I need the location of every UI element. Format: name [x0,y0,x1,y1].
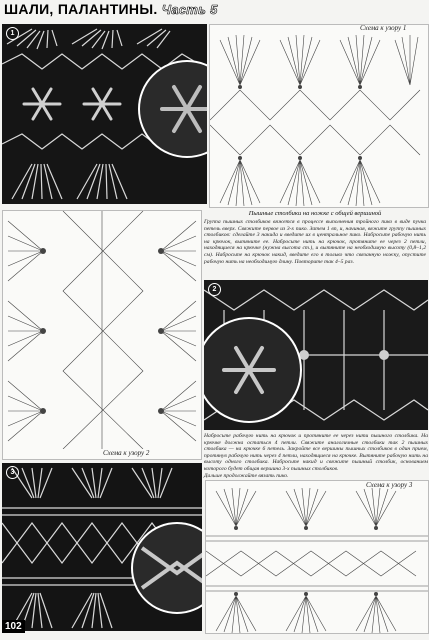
text-block-1-title: Пышные столбики на ножке с общей вершиной [248,210,382,217]
pattern-1-scheme-label: Схема к узору 1 [360,24,407,32]
pattern-2-scheme [2,210,202,460]
pattern-2-photo-art [204,280,428,430]
text-block-2-closing: Дальше продолжайте вязать пико. [204,472,289,479]
pattern-2-photo [204,280,428,430]
pattern-3-scheme-label: Схема к узору 3 [366,481,413,489]
pattern-1-photo [2,24,207,204]
page-title [4,1,218,17]
pattern-1-scheme-diagram [210,25,428,207]
pattern-2-number: 2 [208,283,221,296]
title-text: ШАЛИ, ПАЛАНТИНЫ. [4,1,158,17]
page-number: 102 [2,620,25,633]
text-block-2-body: Наброcьте рабочую нить на крючок и протяните ее через нити пышного столбика. На крючке должна остаться 4 петли. Свяжите аналогичные столбики так 2 пышных столбика — на крючке 6 петель. Закройте все вершины пышных столбиков в один прием, протянув рабочую нить через 4 петли, находящиеся на крючке. Вытяните рабочую нить на высоту одного столбика. Наброcьте накид и свяжите пышный столбик, основанием которого будет общая вершина 3-х пышных столбиков. [204,433,428,472]
pattern-3-photo-art [2,463,202,631]
title-part: Часть 5 [161,2,218,17]
pattern-3-scheme [205,480,429,634]
pattern-3-number: 3 [6,466,19,479]
pattern-1-number: 1 [6,27,19,40]
pattern-3-photo [2,463,202,631]
pattern-3-scheme-diagram [206,481,428,633]
text-block-1 [204,210,426,280]
page-header [0,0,429,18]
pattern-1-photo-art [2,24,207,204]
text-block-2 [204,433,428,479]
pattern-1-scheme [209,24,429,208]
pattern-2-scheme-label: Схема к узору 2 [103,449,150,457]
text-block-1-body: Группа пышных столбиков вяжется в процессе выполнения тройного пико в виде пучка петель вверх. Свяжите первое из 3-х пико. Затем 1 вп, и, начиная, вяжите группу пышных столбиков: сделайте 3 накида и введите их в центральное пико. Наброcьте рабочую нить на крючок, вытяните ее. Наброcьте нить на крючок, протяните ее через 2 петли, находящиеся на крючке (нужна высота ст.), и вытяните на необходимую высоту (0,8–1,2 см). Наброcьте на крючок накид, введите его в только что связанную ножку, опустите рабочую нить на необходимую длину. Повторите так 4–5 раз. [204,219,426,265]
pattern-2-scheme-diagram [3,211,201,449]
